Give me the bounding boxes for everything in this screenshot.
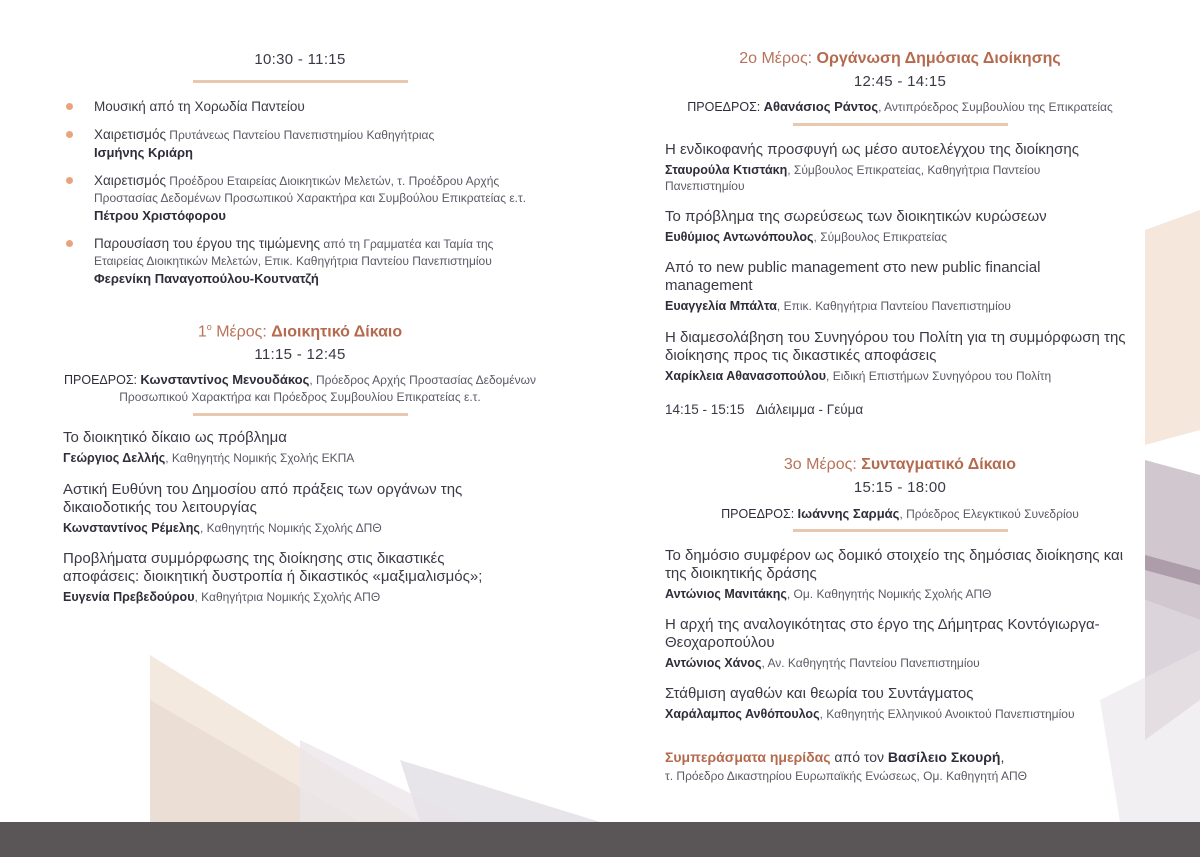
part2-time: 12:45 - 14:15: [853, 73, 947, 90]
talk-item: Στάθμιση αγαθών και θεωρία του Συντάγματος Χαράλαμπος Ανθόπουλος, Καθηγητής Ελληνικού Ανοικτού Πανεπιστημίου: [665, 685, 1075, 721]
bullet-icon: [66, 131, 73, 138]
talk-item: Η ενδικοφανής προσφυγή ως μέσο αυτοελέγχου της διοίκησης Σταυρούλα Κτιστάκη, Σύμβουλος Επικρατείας, Καθηγήτρια Παντείου Πανεπιστημίου: [665, 141, 1079, 193]
part1-chair: ΠΡΟΕΔΡΟΣ: Κωνσταντίνος Μενουδάκος, Πρόεδρος Αρχής Προστασίας Δεδομένων Προσωπικού Χαρακτήρα και Πρόεδρος Συμβουλίου Επικρατείας ε.τ.: [64, 372, 536, 404]
part3-title: 3ο Μέρος: Συνταγματικό Δίκαιο: [783, 456, 1017, 473]
talk-item: Από το new public management στο new public financial management Ευαγγελία Μπάλτα, Επικ. Καθηγήτρια Παντείου Πανεπιστημίου: [665, 259, 1041, 313]
footer-band: [0, 822, 1200, 857]
talk-item: Το πρόβλημα της σωρεύσεως των διοικητικών κυρώσεων Ευθύμιος Αντωνόπουλος, Σύμβουλος Επικρατείας: [665, 208, 1047, 244]
talk-item: Η αρχή της αναλογικότητας στο έργο της Δήμητρας Κοντόγιωργα-Θεοχαροπούλου Αντώνιος Χάνος, Αν. Καθηγητής Παντείου Πανεπιστημίου: [665, 616, 1100, 670]
bullet-icon: [66, 103, 73, 110]
talk-item: Το δημόσιο συμφέρον ως δομικό στοιχείο της δημόσιας διοίκησης και της διοικητικής δράσης Αντώνιος Μανιτάκης, Ομ. Καθηγητής Νομικής Σχολής ΑΠΘ: [665, 547, 1124, 601]
part3-chair: ΠΡΟΕΔΡΟΣ: Ιωάννης Σαρμάς, Πρόεδρος Ελεγκτικού Συνεδρίου: [721, 506, 1079, 521]
bullet-icon: [66, 177, 73, 184]
talk-item: Αστική Ευθύνη του Δημοσίου από πράξεις των οργάνων της δικαιοδοτικής του λειτουργίας Κωνσταντίνος Ρέμελης, Καθηγητής Νομικής Σχολής ΔΠΘ: [63, 481, 463, 535]
talk-item: Η διαμεσολάβηση του Συνηγόρου του Πολίτη για τη συμμόρφωση της διοίκησης προς τις δικαστικές αποφάσεις Χαρίκλεια Αθανασοπούλου, Ειδική Επιστήμων Συνηγόρου του Πολίτη: [665, 329, 1126, 383]
divider: [793, 529, 1008, 532]
opening-time: 10:30 - 11:15: [254, 51, 346, 68]
part1-time: 11:15 - 12:45: [254, 346, 346, 363]
lunch-break: 14:15 - 15:15 Διάλειμμα - Γεύμα: [665, 402, 864, 417]
list-item: Παρουσίαση του έργου της τιμώμενης από τη Γραμματέα και Ταμία της Εταιρείας Διοικητικών Μελετών, Επικ. Καθηγήτρια Παντείου Πανεπιστημίου Φερενίκη Παναγοπούλου-Κουτνατζή: [63, 235, 533, 288]
talk-item: Το διοικητικό δίκαιο ως πρόβλημα Γεώργιος Δελλής, Καθηγητής Νομικής Σχολής ΕΚΠΑ: [63, 429, 355, 465]
part3-time: 15:15 - 18:00: [853, 479, 947, 496]
conclusions: Συμπεράσματα ημερίδας από τον Βασίλειο Σκουρή, τ. Πρόεδρο Δικαστηρίου Ευρωπαϊκής Ενώσεως, Ομ. Καθηγητή ΑΠΘ: [665, 749, 1027, 783]
list-item: Μουσική από τη Χορωδία Παντείου: [63, 98, 533, 116]
bullet-icon: [66, 240, 73, 247]
divider: [193, 80, 408, 83]
part2-title: 2ο Μέρος: Οργάνωση Δημόσιας Διοίκησης: [739, 50, 1061, 67]
talk-item: Προβλήματα συμμόρφωσης της διοίκησης στις δικαστικές αποφάσεις: διοικητική δυστροπία ή δικαστικός «μαξιμαλισμός»; Ευγενία Πρεβεδούρου, Καθηγήτρια Νομικής Σχολής ΑΠΘ: [63, 550, 483, 604]
list-item: Χαιρετισμός Προέδρου Εταιρείας Διοικητικών Μελετών, τ. Προέδρου Αρχής Προστασίας Δεδομένων Προσωπικού Χαρακτήρα και Συμβούλου Επικρατείας ε.τ. Πέτρου Χριστόφορου: [63, 172, 533, 225]
part1-title: $1^o$ Μέρος: Διοικητικό Δίκαιο: [197, 322, 403, 341]
divider: [193, 413, 408, 416]
opening-program-list: [63, 98, 533, 298]
part2-chair: ΠΡΟΕΔΡΟΣ: Αθανάσιος Ράντος, Αντιπρόεδρος Συμβουλίου της Επικρατείας: [687, 99, 1113, 114]
list-item: Χαιρετισμός Πρυτάνεως Παντείου Πανεπιστημίου Καθηγήτριας Ισμήνης Κριάρη: [63, 126, 533, 162]
divider: [793, 123, 1008, 126]
